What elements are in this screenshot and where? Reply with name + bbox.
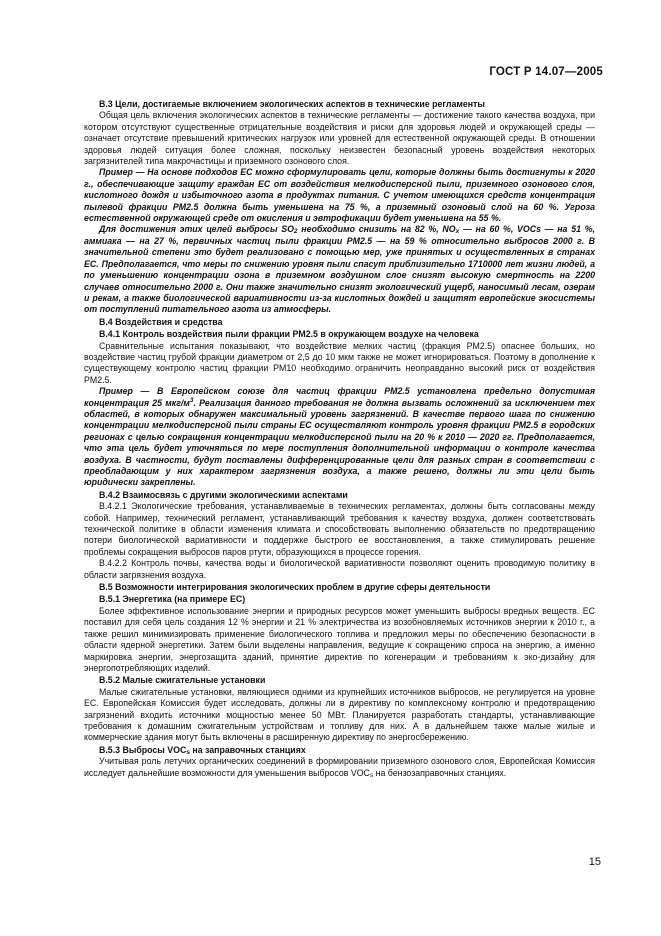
section-b52-paragraph: Малые сжигательные установки, являющиеся одними из крупнейших источников выбросов, не регулируется на уровне ЕС. Европейская Комиссия будет исследовать, должны ли в директиву по комплексному контролю и предотвращению загрязнений входить источники мощностью менее 50 МВт. Планируется разработать стандарты, устанавливающие требования к домашним сжигательным устройствам и топливу для них. А в дальнейшем также малые жилые и коммерческие здания могут быть включены в расширенную директиву по энергосбережению.	[84, 686, 595, 743]
text-run: . Реализация данного требования не должна вызвать осложнений за исключением тех областей, в которых обнаружен максимальный уровень загрязнений. В качестве первого шага по снижению концентрации мелкодисперсной пыли страны ЕС осуществляют контроль уровня фракции PM2.5 в городских регионах с целью сокращения концентрации мелкодисперсной пыли на 20 % к 2010 — 2020 гг. Предполагается, что эта цель будет уточняться по мере поступления дополнительной информации о контроле качества воздуха. В частности, будут поставлены дифференцированные цели для разных стран в соответствии с преобладающим у них характером загрязнения воздуха, а также решено, должны ли эти цели быть юридически закреплены.	[84, 397, 596, 488]
section-b3-paragraph-3	[84, 224, 595, 315]
text-run: на заправочных станциях	[189, 744, 306, 755]
text-run: — на 60 %, VOCs — на 51 %, аммиака — на 27 %, первичных частиц пыли фракции PM2.5 — на 59 % относительно выбросов 2000 г. В значительной степени это будет реализовано с помощью мер, уже принятых и осуществленных в странах ЕС. Предполагается, что меры по снижению уровня пыли спасут приблизительно 1710000 лет жизни людей, а по уменьшению концентрации озона в приземном воздушном слое снизят высокую смертность на 2200 случаев относительно 2000 г. Они также значительно снизят экологический ущерб, наносимый лесам, озерам и рекам, а также биологической вариативности из-за кислотных дождей и защитят европейские экосистемы от поступлений питательного азота из атмосферы.	[84, 224, 595, 315]
section-b41-example	[84, 386, 595, 489]
subscript: 2	[293, 228, 298, 236]
text-run: Пример — В Европейском союзе для частиц фракции PM2.5 установлена предельно допустимая концентрация 25 мкг/м	[84, 386, 595, 408]
section-b422-paragraph: В.4.2.2 Контроль почвы, качества воды и биологической вариативности позволяют оценить проводимую политику в области загрязнения воздуха.	[84, 558, 595, 580]
text-run: Для достижения этих целей выбросы SO	[99, 224, 294, 235]
subscript: s	[369, 771, 374, 779]
section-b41-title: В.4.1 Контроль воздействия пыли фракции PM2.5 в окружающем воздухе на человека	[99, 329, 479, 340]
text-run: на бензозаправочных станциях.	[373, 767, 507, 778]
section-b41-paragraph-1: Сравнительные испытания показывают, что воздействие мелких частиц (фракция PM2.5) опаснее больших, но воздействие частиц грубой фракции диаметром от 2,5 до 10 мкм также не может игнорироваться. Поэтому в дополнение к существующему контролю частиц фракции PM10 необходимо ограничить неоправданно высокий риск от воздействия PM2.5.	[84, 340, 595, 385]
document-body	[84, 98, 595, 779]
section-b3-title: В.3 Цели, достигаемые включением экологических аспектов в технические регламенты	[99, 99, 485, 109]
section-b53-title	[84, 745, 595, 756]
section-b3-paragraph-1: Общая цель включения экологических аспектов в технические регламенты — достижение такого качества воздуха, при котором отсутствуют существенные отрицательные воздействия и риски для здоровья людей и окружающей среды — означает отсутствие превышений критических нагрузок или уровней для естественной окружающей среды. В отношении здоровья людей ситуация более сложная, поскольку неизвестен безопасный уровень воздействия некоторых загрязнителей типа макрочастицы и приземного озонового слоя.	[84, 110, 595, 167]
section-b52-title: В.5.2 Малые сжигательные установки	[99, 675, 266, 686]
section-b53-paragraph	[84, 756, 595, 779]
subscript: x	[455, 228, 460, 236]
page-number: 15	[588, 856, 601, 868]
section-b51-title: В.5.1 Энергетика (на примере ЕС)	[99, 594, 246, 605]
section-b3-example: Пример — На основе подходов ЕС можно сформулировать цели, которые должны быть достигнуты к 2020 г., обеспечивающие защиту граждан ЕС от воздействия мелкодисперсной пыли, приземного озонового слоя, кислотного дождя и избыточного азота в продуктах питания. С учетом имеющихся средств концентрация пылевой фракции PM2.5 должна быть уменьшена на 75 %, а приземный озоновый слой на 60 %. Угроза естественной окружающей среде от окисления и эвтрофикации будет уменьшена на 55 %.	[84, 167, 595, 224]
section-b42-title: В.4.2 Взаимосвязь с другими экологическими аспектами	[99, 489, 348, 500]
text-run: Учитывая роль летучих органических соединений в формировании приземного озонового слоя, Европейская Комиссия исследует дальнейшие возможности для уменьшения выбросов VOC	[84, 756, 595, 778]
superscript: 3	[189, 396, 194, 404]
section-b5-title: В.5 Возможности интегрирования экологических проблем в другие сферы деятельности	[99, 582, 491, 593]
section-b51-paragraph: Более эффективное использование энергии и природных ресурсов может уменьшить выбросы вредных веществ. ЕС поставил для себя цель создания 12 % энергии и 21 % электричества из возобновляемых источников энергии к 2010 г., а также решил минимизировать применение биологического топлива и предложил меры по обеспечению безопасности в области ядерной энергетики. Затем были выделены направления, ведущие к сокращению спроса на энергию, а именно маркировка энергии, энергозащита зданий, принятие директив по когенерации и требованиям к эко-дизайну для энергопотребляющих изделий.	[84, 605, 595, 673]
section-b421-paragraph: В.4.2.1 Экологические требования, устанавливаемые в технических регламентах, должны быть согласованы между собой. Например, технический регламент, устанавливающий требования к качеству воздуха, должен соответствовать технической политике в области изменения климата и способствовать выполнению обязательств по предотвращению потери биологической вариативности и поддержке быстрого ее восстановления, а также стимулировать решение проблемы сокращения выбросов паров ртути, образующихся в процессе горения.	[84, 501, 595, 557]
text-run: В.5.3 Выбросы VOC	[99, 744, 187, 755]
subscript: s	[186, 748, 190, 756]
section-b4-title: В.4 Воздействия и средства	[99, 316, 223, 327]
standard-header: ГОСТ Р 14.07—2005	[489, 66, 603, 78]
text-run: необходимо снизить на 82 %, NO	[297, 224, 456, 235]
